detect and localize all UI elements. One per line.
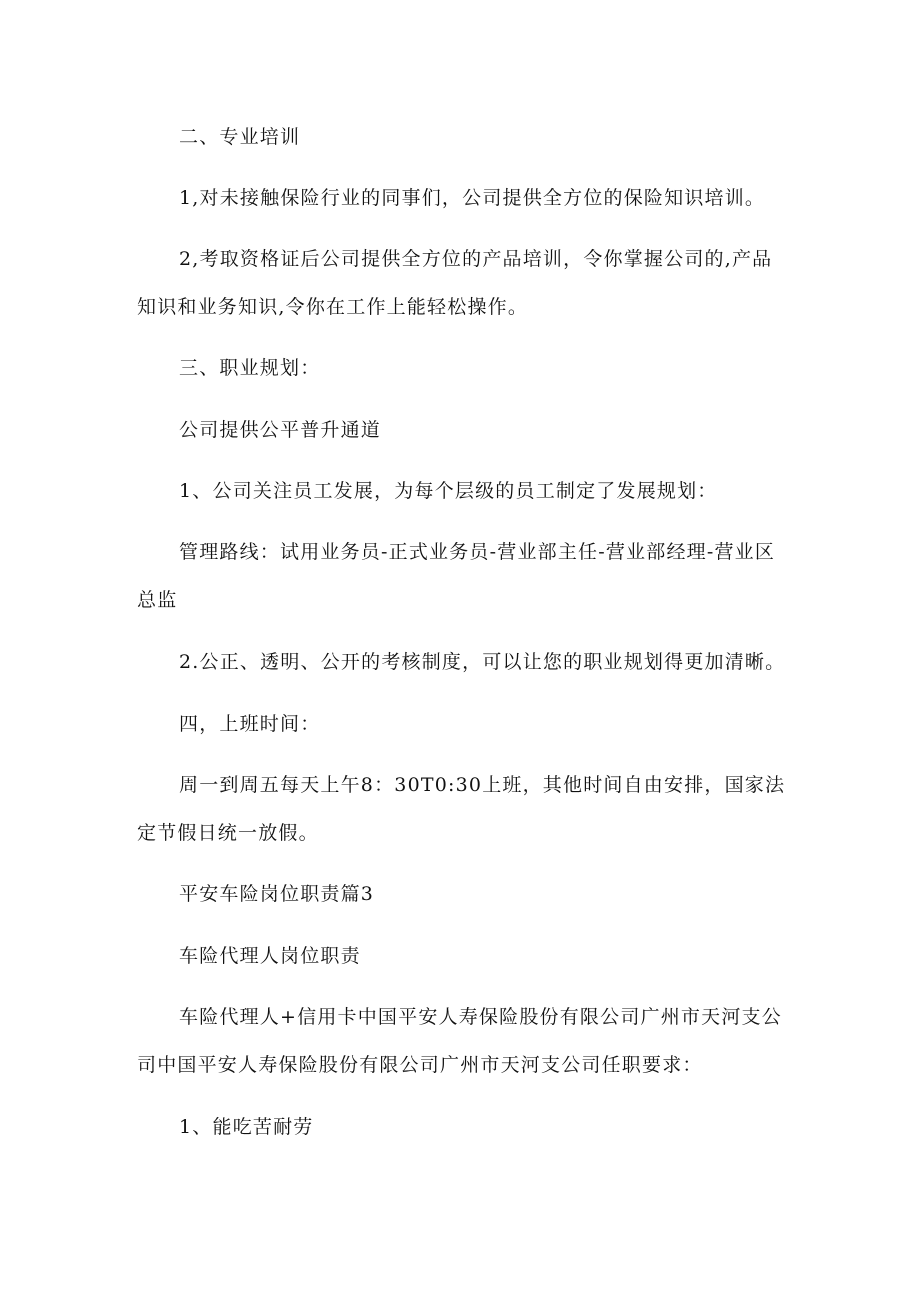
heading-professional-training: 二、专业培训 xyxy=(179,126,301,148)
heading-working-hours: 四，上班时间： xyxy=(179,713,321,735)
paragraph-line: 公司提供公平普升通道 xyxy=(179,419,382,441)
paragraph-line: 2.公正、透明、公开的考核制度，可以让您的职业规划得更加清晰。 xyxy=(179,651,786,673)
paragraph-line: 知识和业务知识,令你在工作上能轻松操作。 xyxy=(137,296,529,318)
paragraph-line: 1、公司关注员工发展，为每个层级的员工制定了发展规划： xyxy=(179,480,718,502)
section-title: 平安车险岗位职责篇3 xyxy=(179,883,375,905)
paragraph-line: 1,对未接触保险行业的同事们，公司提供全方位的保险知识培训。 xyxy=(179,187,766,209)
paragraph-line: 管理路线：试用业务员-正式业务员-营业部主任-营业部经理-营业区 xyxy=(179,541,776,563)
paragraph-line: 2,考取资格证后公司提供全方位的产品培训，令你掌握公司的,产品 xyxy=(179,248,773,270)
paragraph-line: 定节假日统一放假。 xyxy=(137,822,319,844)
heading-career-planning: 三、职业规划： xyxy=(179,357,321,379)
paragraph-line: 总监 xyxy=(137,589,178,611)
paragraph-line: 周一到周五每天上午8：30T0:30上班，其他时间自由安排，国家法 xyxy=(179,774,786,796)
paragraph-line: 1、能吃苦耐劳 xyxy=(179,1116,314,1138)
paragraph-line: 车险代理人+信用卡中国平安人寿保险股份有限公司广州市天河支公 xyxy=(179,1006,782,1028)
subsection-title: 车险代理人岗位职责 xyxy=(179,945,361,967)
paragraph-line: 司中国平安人寿保险股份有限公司广州市天河支公司任职要求： xyxy=(137,1054,703,1076)
